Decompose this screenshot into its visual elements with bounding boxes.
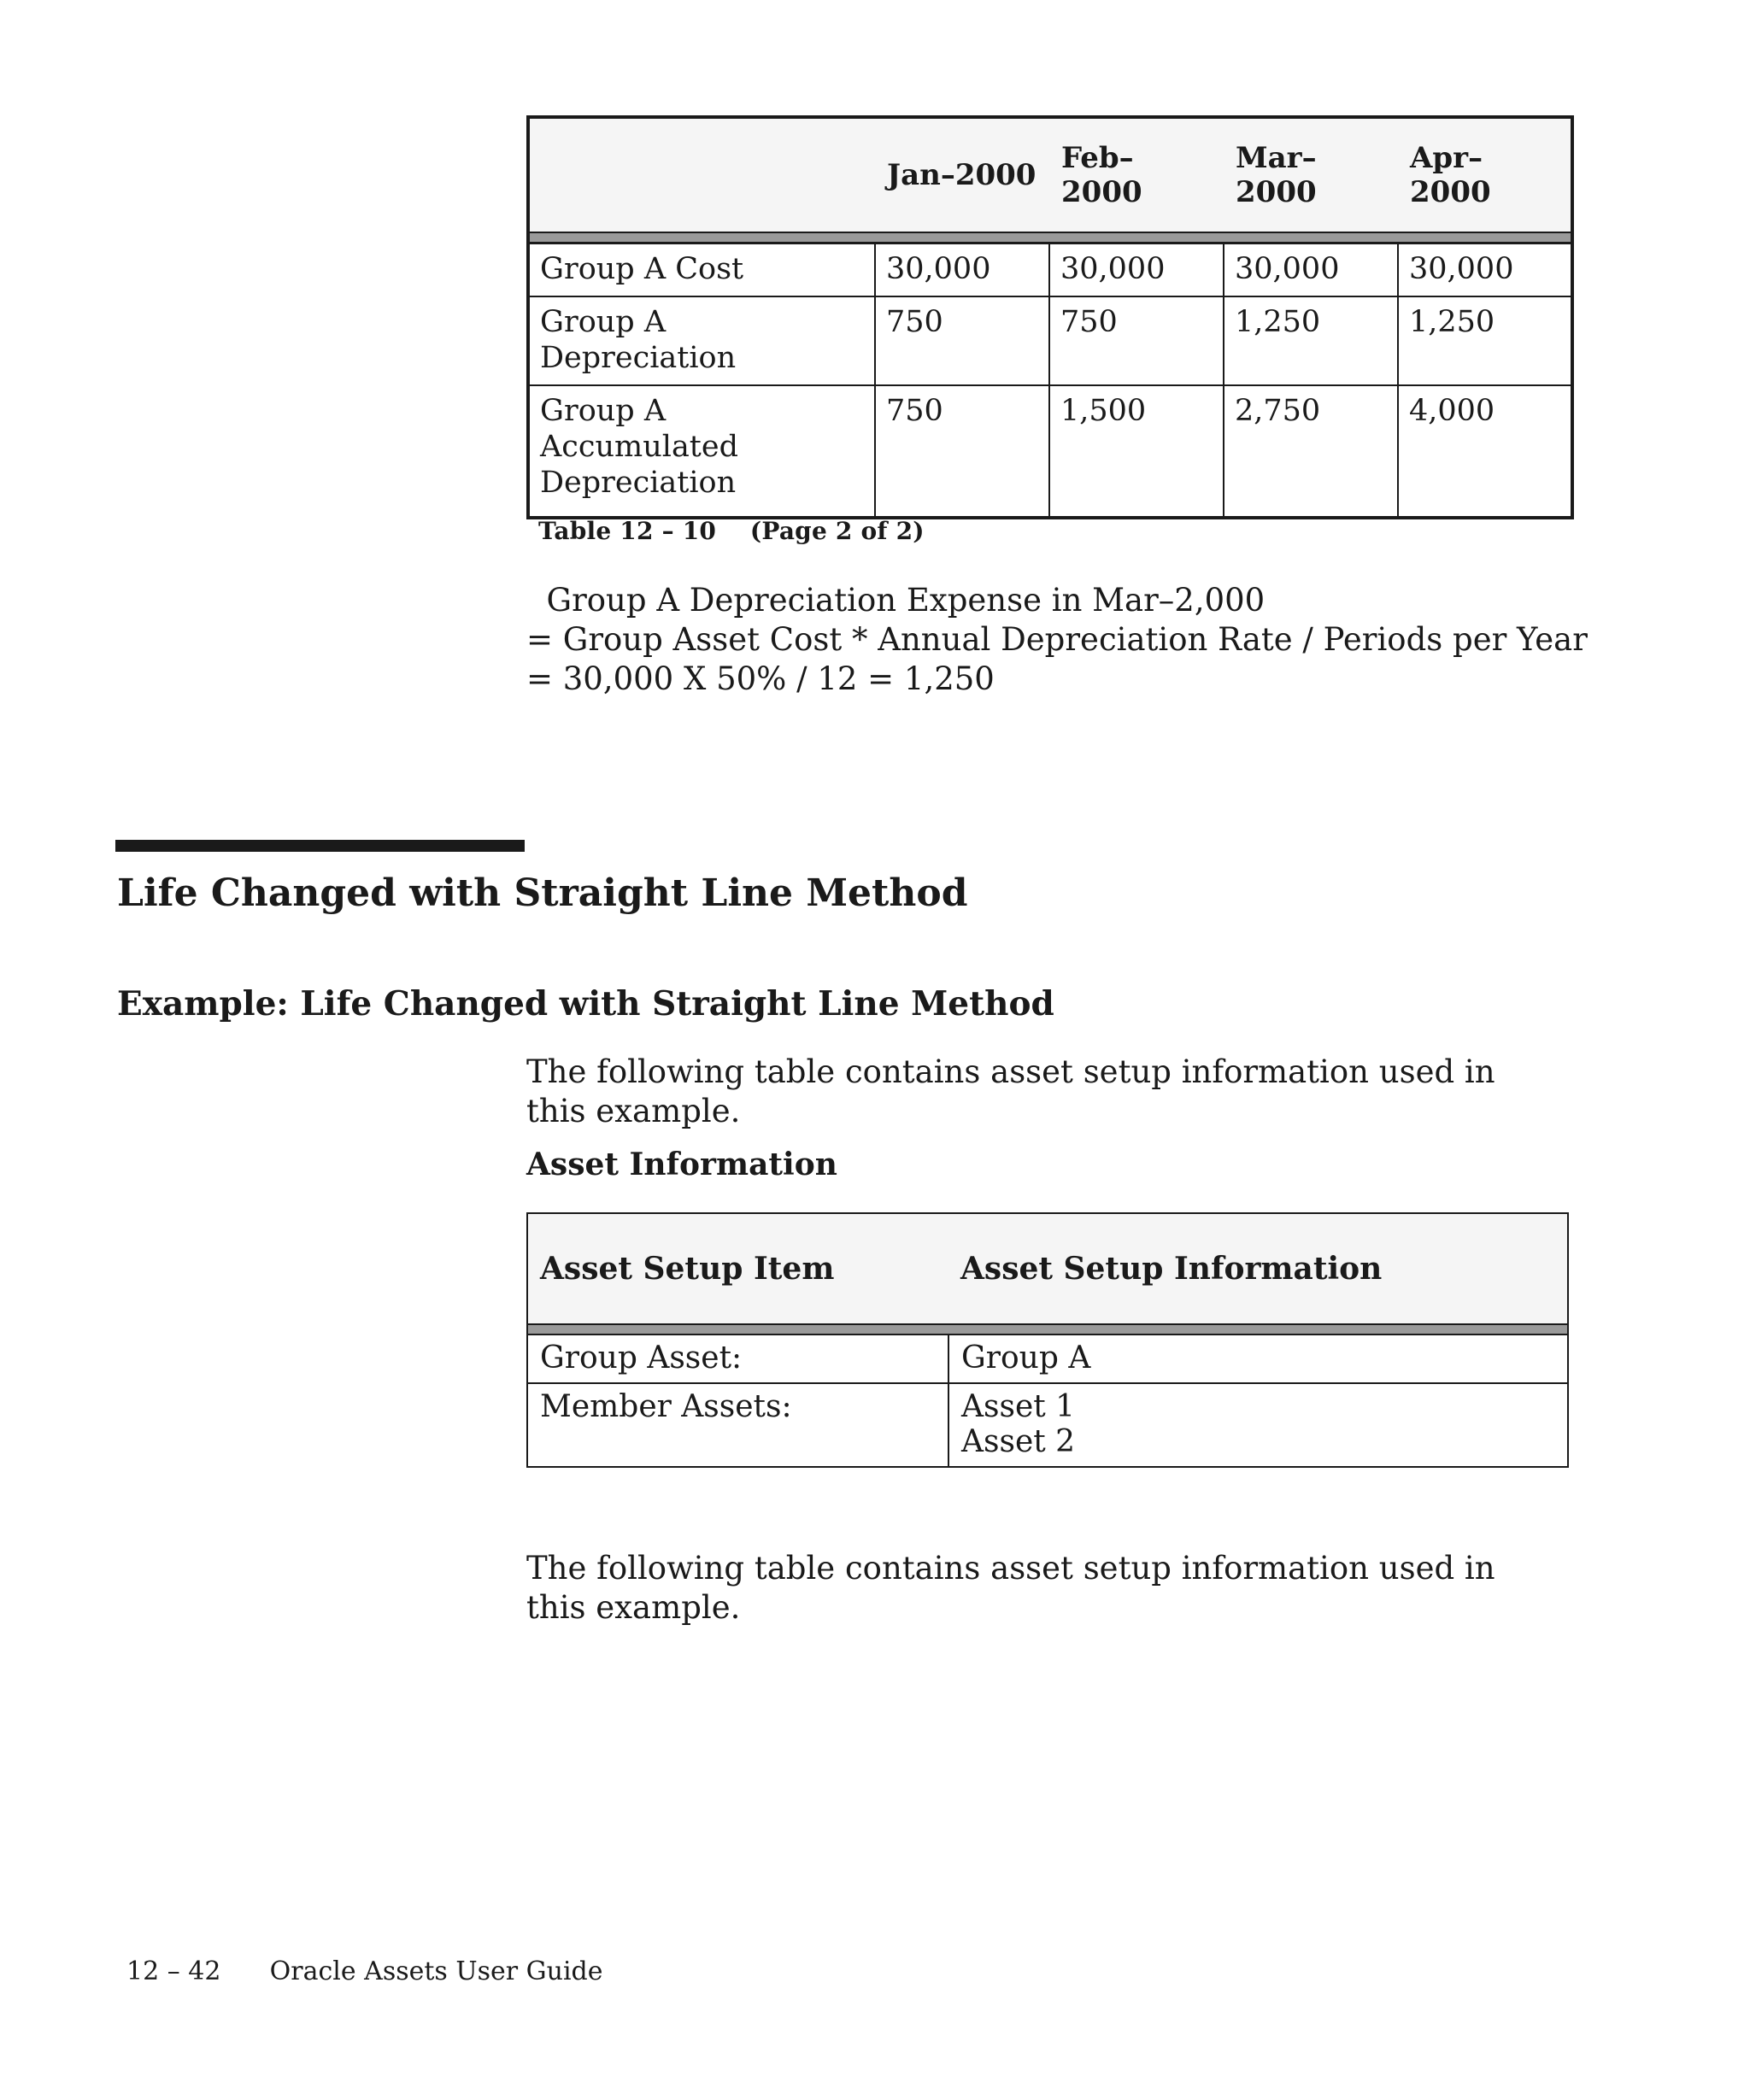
row-label: Group A Depreciation (528, 296, 875, 385)
info-line: Group A (961, 1340, 1091, 1376)
section-rule (115, 840, 525, 852)
asset-setup-item: Member Assets: (527, 1383, 948, 1467)
cell-value: 750 (875, 385, 1049, 518)
cell-value: 1,250 (1224, 296, 1398, 385)
table-row (527, 1383, 1568, 1467)
asset-information-heading: Asset Information (526, 1147, 837, 1182)
header-mar-2000: Mar–2000 (1224, 117, 1398, 232)
header-empty (528, 117, 875, 232)
table-header-row (528, 117, 1572, 232)
closing-paragraph: The following table contains asset setup information used in this example. (526, 1550, 1495, 1626)
cell-value: 750 (875, 296, 1049, 385)
cell-value: 30,000 (1398, 243, 1572, 297)
section-title: Life Changed with Straight Line Method (117, 871, 968, 915)
asset-setup-info (948, 1334, 1568, 1383)
info-line: Asset 2 (961, 1424, 1076, 1459)
cell-value: 4,000 (1398, 385, 1572, 518)
example-title: Example: Life Changed with Straight Line Method (117, 984, 1054, 1024)
header-jan-2000: Jan–2000 (875, 117, 1049, 232)
table-row (528, 243, 1572, 297)
cell-value: 1,500 (1049, 385, 1224, 518)
table-header-row (527, 1213, 1568, 1324)
book-title: Oracle Assets User Guide (269, 1956, 603, 1986)
page-number: 12 – 42 (126, 1956, 221, 1986)
cell-value: 30,000 (875, 243, 1049, 297)
page-footer (126, 1956, 603, 1986)
header-apr-2000: Apr–2000 (1398, 117, 1572, 232)
intro-paragraph: The following table contains asset setup information used in this example. (526, 1053, 1495, 1129)
depreciation-formula (526, 581, 1588, 699)
table-row (528, 296, 1572, 385)
formula-line: Group A Depreciation Expense in Mar–2,000 (526, 582, 1266, 619)
row-label: Group A Cost (528, 243, 875, 297)
header-separator (527, 1324, 1568, 1334)
asset-setup-item: Group Asset: (527, 1334, 948, 1383)
table-caption: Table 12 – 10 (Page 2 of 2) (538, 517, 925, 545)
table-row (527, 1334, 1568, 1383)
header-separator (528, 232, 1572, 243)
header-asset-setup-information: Asset Setup Information (948, 1213, 1568, 1324)
info-line: Asset 1 (961, 1389, 1076, 1424)
asset-setup-table (526, 1212, 1569, 1468)
cell-value: 750 (1049, 296, 1224, 385)
header-feb-2000: Feb–2000 (1049, 117, 1224, 232)
cell-value: 30,000 (1049, 243, 1224, 297)
cell-value: 30,000 (1224, 243, 1398, 297)
cell-value: 1,250 (1398, 296, 1572, 385)
header-asset-setup-item: Asset Setup Item (527, 1213, 948, 1324)
cell-value: 2,750 (1224, 385, 1398, 518)
formula-line: = Group Asset Cost * Annual Depreciation Rate / Periods per Year (526, 621, 1588, 658)
row-label: Group A Accumulated Depreciation (528, 385, 875, 518)
depreciation-table (526, 115, 1574, 519)
table-row (528, 385, 1572, 518)
formula-line: = 30,000 X 50% / 12 = 1,250 (526, 660, 995, 697)
asset-setup-info (948, 1383, 1568, 1467)
